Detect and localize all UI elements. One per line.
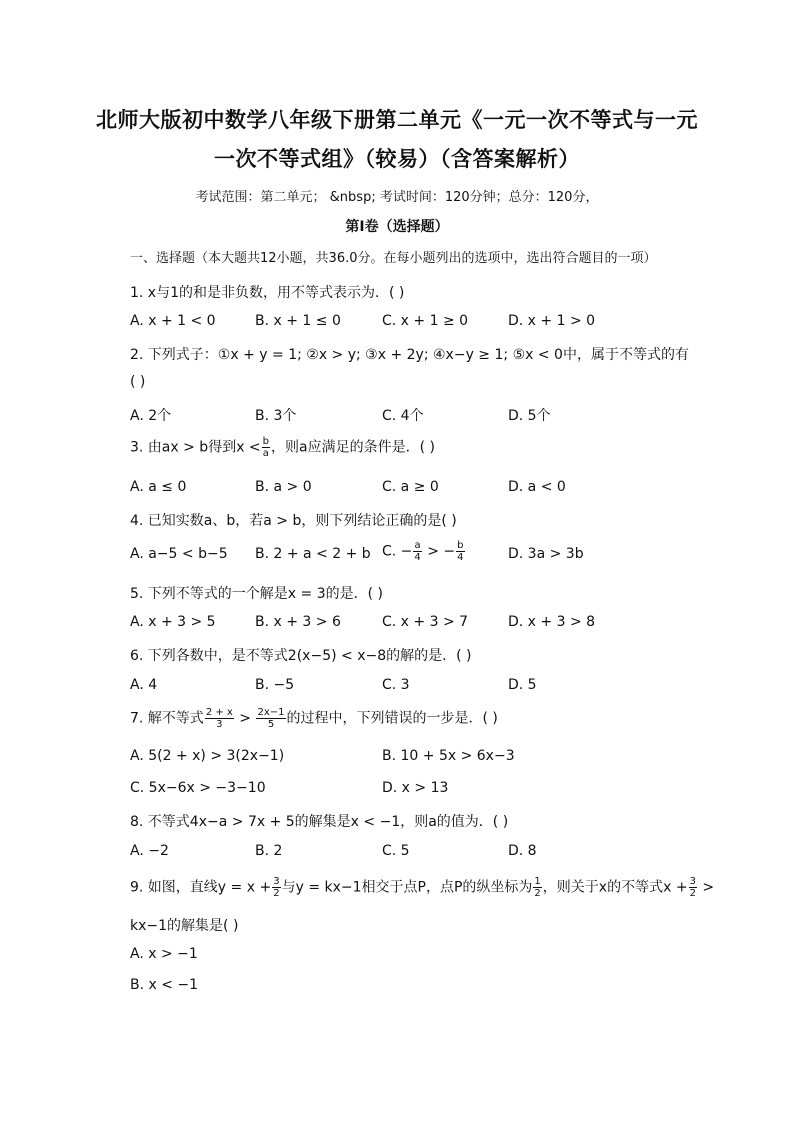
q7-fraction-2 [256, 707, 285, 730]
q3-option-a[interactable]: A. a ≤ 0 [130, 479, 187, 495]
q9-option-a[interactable]: A. x > −1 [130, 946, 198, 962]
q3-prefix: 3. 由ax > b得到x < [130, 439, 261, 456]
question-4: 4. 已知实数a、b，若a > b，则下列结论正确的是( ) [130, 513, 457, 529]
q3-option-b[interactable]: B. a > 0 [255, 479, 312, 495]
q7-option-c[interactable]: C. 5x−6x > −3−10 [130, 780, 266, 796]
part-title: 一、选择题（本大题共12小题，共36.0分。在每小题列出的选项中，选出符合题目的一项） [130, 251, 657, 266]
q5-option-d[interactable]: D. x + 3 > 8 [508, 614, 596, 630]
q7-option-a[interactable]: A. 5(2 + x) > 3(2x−1) [130, 748, 285, 764]
document-title-line-1: 北师大版初中数学八年级下册第二单元《一元一次不等式与一元 [96, 107, 698, 132]
question-9-cont: kx−1的解集是( ) [130, 918, 239, 934]
q1-option-a[interactable]: A. x + 1 < 0 [130, 313, 216, 329]
q7-suffix: 的过程中，下列错误的一步是．( ) [286, 710, 498, 727]
q7-fraction-1 [205, 707, 234, 730]
q4-c-frac1-num: a [414, 540, 421, 551]
q1-option-d[interactable]: D. x + 1 > 0 [508, 313, 596, 329]
q4-c-fraction-1 [413, 540, 421, 563]
q2-option-b[interactable]: B. 3个 [255, 408, 297, 424]
q6-option-c[interactable]: C. 3 [382, 677, 410, 693]
q7-option-d[interactable]: D. x > 13 [382, 780, 449, 796]
q8-option-d[interactable]: D. 8 [508, 843, 537, 859]
q4-c-frac2-num: b [457, 540, 464, 551]
question-2: 2. 下列式子：①x + y = 1; ②x > y; ③x + 2y; ④x−y ≥ 1; ⑤x < 0中，属于不等式的有 [130, 347, 689, 363]
question-9 [130, 876, 714, 899]
q5-option-a[interactable]: A. x + 3 > 5 [130, 614, 216, 630]
document-title-line-2: 一次不等式组》（较易）（含答案解析） [214, 146, 580, 171]
q9-frac2-num: 1 [534, 876, 541, 887]
q4-c-fraction-2 [456, 540, 464, 563]
q3-option-d[interactable]: D. a < 0 [508, 479, 566, 495]
q8-option-c[interactable]: C. 5 [382, 843, 410, 859]
q7-option-b[interactable]: B. 10 + 5x > 6x−3 [382, 748, 515, 764]
q7-frac2-den: 5 [267, 719, 275, 730]
q7-frac1-den: 3 [216, 719, 223, 730]
q9-fraction-1 [272, 876, 280, 899]
q5-option-c[interactable]: C. x + 3 > 7 [382, 614, 469, 630]
q3-fraction [262, 436, 270, 459]
question-1: 1. x与1的和是非负数，用不等式表示为．( ) [130, 285, 405, 301]
question-7 [130, 707, 498, 730]
question-3 [130, 436, 435, 459]
q4-c-frac2-den: 4 [457, 552, 464, 563]
q7-prefix: 7. 解不等式 [130, 710, 204, 727]
question-8: 8. 不等式4x−a > 7x + 5的解集是x < −1，则a的值为．( ) [130, 814, 509, 830]
section-title: 第I卷（选择题） [345, 219, 449, 235]
q6-option-a[interactable]: A. 4 [130, 677, 158, 693]
q4-option-b[interactable]: B. 2 + a < 2 + b [255, 546, 371, 562]
q6-option-b[interactable]: B. −5 [255, 677, 295, 693]
q1-option-c[interactable]: C. x + 1 ≥ 0 [382, 313, 469, 329]
q3-option-c[interactable]: C. a ≥ 0 [382, 479, 439, 495]
q4-option-c[interactable] [382, 540, 466, 563]
q8-option-a[interactable]: A. −2 [130, 843, 169, 859]
q7-frac1-num: 2 + x [205, 707, 233, 718]
q2-option-c[interactable]: C. 4个 [382, 408, 424, 424]
question-6: 6. 下列各数中，是不等式2(x−5) < x−8的解的是．( ) [130, 648, 472, 664]
q9-suffix: > [697, 879, 715, 896]
q2-option-d[interactable]: D. 5个 [508, 408, 551, 424]
q7-frac2-num: 2x−1 [257, 707, 285, 718]
q9-frac1-den: 2 [273, 888, 280, 899]
q4-c-label: C. − [382, 543, 413, 560]
q8-option-b[interactable]: B. 2 [255, 843, 283, 859]
q9-prefix: 9. 如图，直线y = x + [130, 879, 272, 896]
q3-suffix: ，则a应满足的条件是．( ) [271, 439, 435, 456]
q9-fraction-3 [689, 876, 697, 899]
q9-frac3-num: 3 [689, 876, 696, 887]
q9-frac3-den: 2 [689, 888, 696, 899]
q5-option-b[interactable]: B. x + 3 > 6 [255, 614, 341, 630]
q9-mid-2: ，则关于x的不等式x + [542, 879, 688, 896]
q4-option-a[interactable]: A. a−5 < b−5 [130, 546, 228, 562]
q4-c-mid: > − [422, 543, 456, 560]
q9-mid-1: 与y = kx−1相交于点P，点P的纵坐标为 [281, 879, 533, 896]
question-2-cont: ( ) [130, 374, 146, 390]
q3-frac-num: b [262, 436, 270, 447]
question-5: 5. 下列不等式的一个解是x = 3的是．( ) [130, 586, 384, 602]
exam-info: 考试范围：第二单元； &nbsp; 考试时间：120分钟；总分：120分， [195, 190, 599, 205]
q6-option-d[interactable]: D. 5 [508, 677, 537, 693]
q2-option-a[interactable]: A. 2个 [130, 408, 172, 424]
q9-frac1-num: 3 [273, 876, 280, 887]
q7-mid: > [234, 710, 256, 727]
q3-frac-den: a [262, 448, 269, 459]
q4-c-frac1-den: 4 [414, 552, 421, 563]
q9-option-b[interactable]: B. x < −1 [130, 977, 199, 993]
q9-fraction-2 [533, 876, 541, 899]
q1-option-b[interactable]: B. x + 1 ≤ 0 [255, 313, 341, 329]
q4-option-d[interactable]: D. 3a > 3b [508, 546, 584, 562]
q9-frac2-den: 2 [534, 888, 541, 899]
